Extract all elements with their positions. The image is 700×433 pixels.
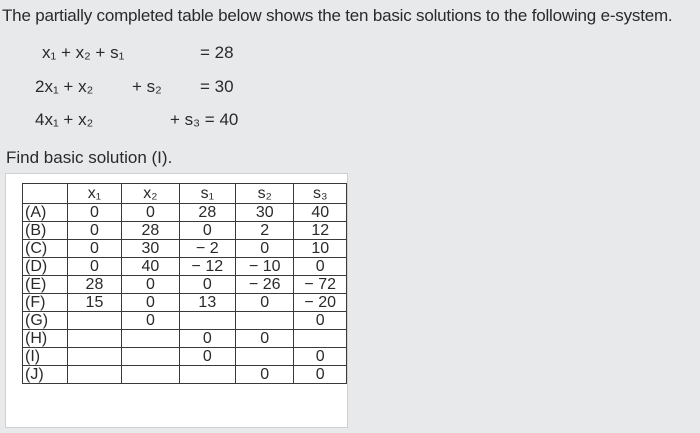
prompt-text: Find basic solution (I). (6, 148, 173, 167)
cell-s1: 13 (179, 294, 235, 312)
cell-s2: 0 (236, 330, 294, 348)
equation-3-lhs: 4x₁ + x₂ (35, 110, 94, 129)
table-container (5, 173, 348, 428)
cell-row-label: (I) (23, 348, 68, 366)
cell-s3: − 20 (294, 294, 347, 312)
cell-row-label: (F) (23, 294, 68, 312)
cell-s1 (179, 312, 235, 330)
cell-x1: 15 (67, 294, 121, 312)
cell-s3: 10 (294, 240, 347, 258)
cell-s1: 0 (179, 348, 235, 366)
cell-row-label: (H) (23, 330, 68, 348)
cell-x2: 0 (122, 204, 179, 222)
cell-x1 (67, 312, 121, 330)
table-row (23, 258, 347, 276)
table-row (23, 240, 347, 258)
cell-x1: 0 (67, 258, 121, 276)
table-row (23, 312, 347, 330)
equation-3-mid: + s₃ = 40 (170, 110, 239, 129)
cell-s1: − 2 (179, 240, 235, 258)
cell-x1: 0 (67, 204, 121, 222)
equation-1-lhs: x₁ + x₂ + s₁ (42, 43, 125, 62)
cell-s2: 30 (236, 204, 294, 222)
cell-row-label: (J) (23, 366, 68, 384)
cell-s3: 12 (294, 222, 347, 240)
cell-s1: 0 (179, 222, 235, 240)
cell-s3: 0 (294, 366, 347, 384)
cell-row-label: (G) (23, 312, 68, 330)
cell-s2: 2 (236, 222, 294, 240)
cell-s1 (179, 366, 235, 384)
equation-1-rhs: = 28 (200, 43, 234, 62)
cell-x1 (67, 348, 121, 366)
cell-row-label: (A) (23, 204, 68, 222)
cell-s2: 0 (236, 240, 294, 258)
table-row (23, 366, 347, 384)
cell-s2: 0 (236, 294, 294, 312)
cell-s2: − 10 (236, 258, 294, 276)
header-row-label (23, 184, 68, 204)
cell-s3: − 72 (294, 276, 347, 294)
cell-x2 (122, 366, 179, 384)
table-row (23, 348, 347, 366)
header-x1: x₁ (67, 184, 121, 204)
cell-x1: 28 (67, 276, 121, 294)
table-row (23, 276, 347, 294)
cell-s2 (236, 348, 294, 366)
cell-s3: 40 (294, 204, 347, 222)
cell-x1: 0 (67, 222, 121, 240)
table-row (23, 294, 347, 312)
header-x2: x₂ (122, 184, 179, 204)
basic-solutions-table (22, 183, 347, 384)
cell-s1: 28 (179, 204, 235, 222)
cell-row-label: (E) (23, 276, 68, 294)
intro-text: The partially completed table below shows the ten basic solutions to the following e-system. (2, 6, 673, 25)
header-s3: s₃ (294, 184, 347, 204)
header-s2: s₂ (236, 184, 294, 204)
cell-x2 (122, 330, 179, 348)
cell-row-label: (C) (23, 240, 68, 258)
cell-x2: 0 (122, 276, 179, 294)
cell-x2 (122, 348, 179, 366)
cell-x2: 40 (122, 258, 179, 276)
cell-x2: 0 (122, 312, 179, 330)
cell-x2: 30 (122, 240, 179, 258)
table-row (23, 330, 347, 348)
cell-s1: − 12 (179, 258, 235, 276)
equation-2-lhs: 2x₁ + x₂ (35, 77, 94, 96)
cell-s3 (294, 330, 347, 348)
cell-s1: 0 (179, 330, 235, 348)
equation-2-rhs: = 30 (200, 77, 234, 96)
cell-s3: 0 (294, 258, 347, 276)
cell-x1 (67, 366, 121, 384)
cell-s3: 0 (294, 348, 347, 366)
cell-x1: 0 (67, 240, 121, 258)
table-row (23, 222, 347, 240)
cell-s1: 0 (179, 276, 235, 294)
equation-2-mid: + s₂ (132, 77, 162, 96)
cell-row-label: (B) (23, 222, 68, 240)
cell-s3: 0 (294, 312, 347, 330)
header-s1: s₁ (179, 184, 235, 204)
cell-x2: 0 (122, 294, 179, 312)
cell-s2: 0 (236, 366, 294, 384)
cell-s2: − 26 (236, 276, 294, 294)
table-header-row (23, 184, 347, 204)
cell-x2: 28 (122, 222, 179, 240)
cell-row-label: (D) (23, 258, 68, 276)
cell-s2 (236, 312, 294, 330)
cell-x1 (67, 330, 121, 348)
table-row (23, 204, 347, 222)
